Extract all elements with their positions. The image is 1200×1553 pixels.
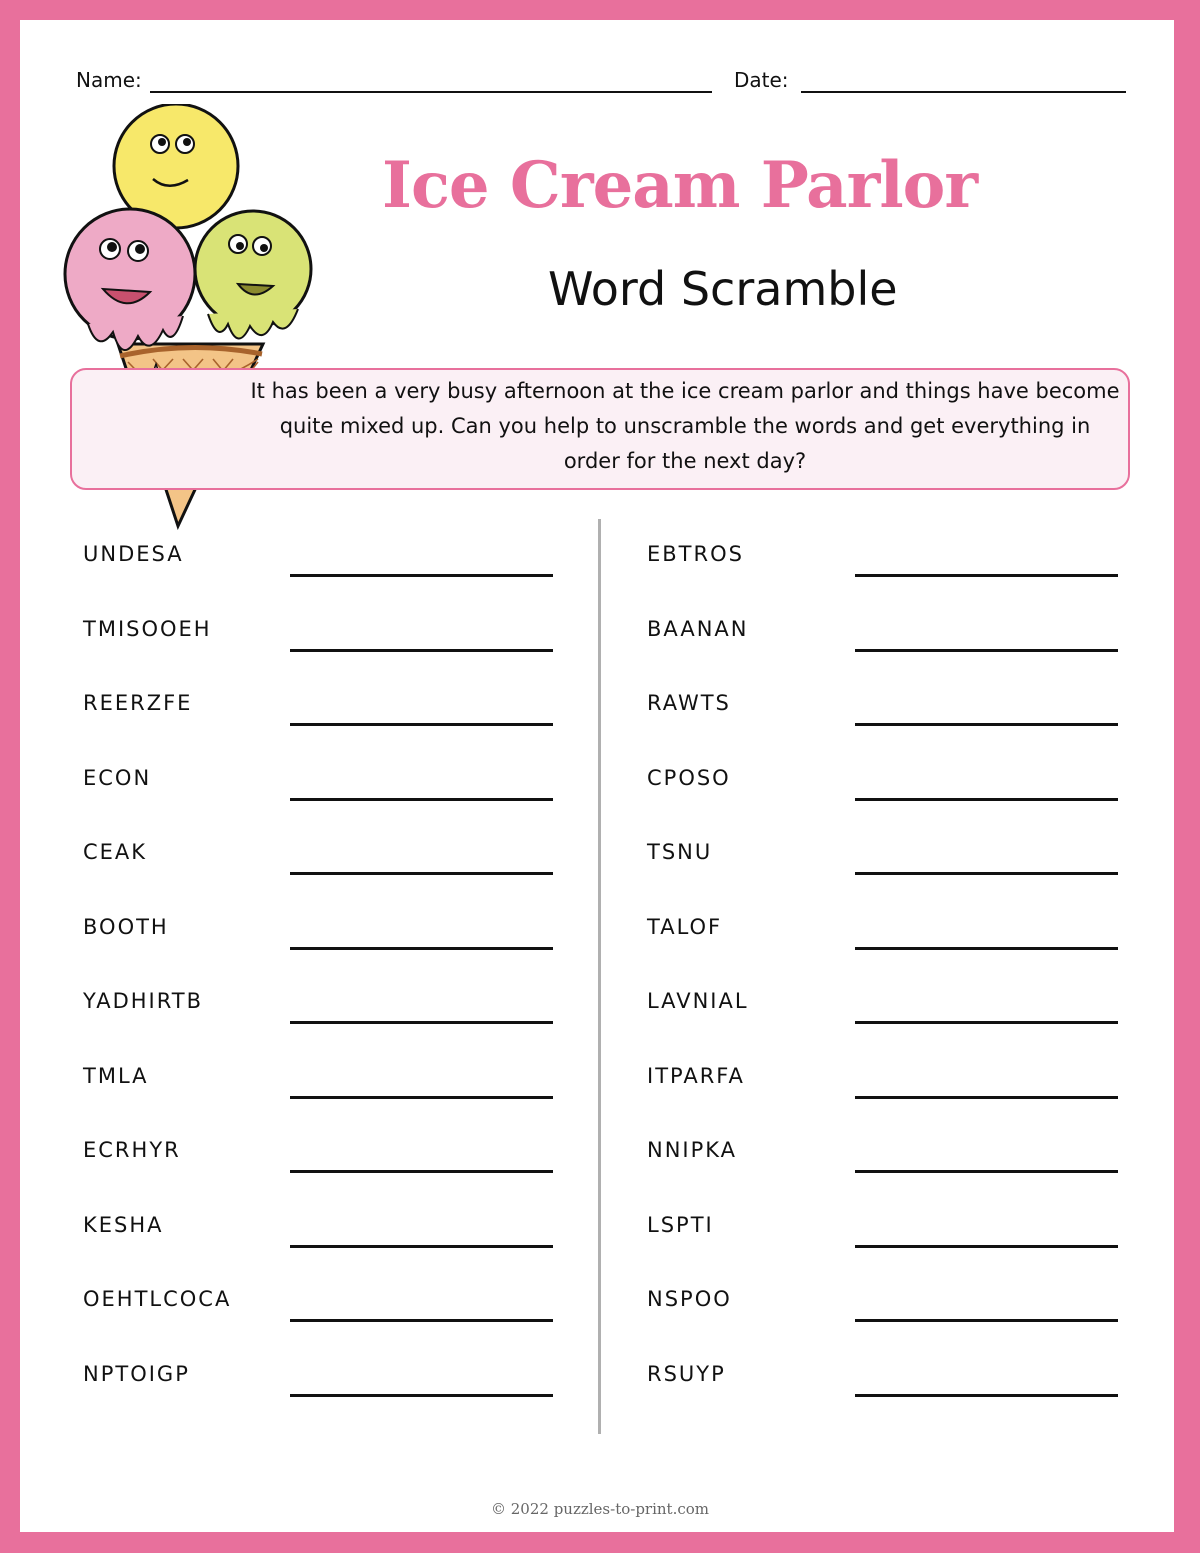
word-row [647, 542, 1118, 592]
answer-line[interactable] [290, 1319, 553, 1322]
scrambled-word: OEHTLCOCA [83, 1287, 232, 1311]
answer-line[interactable] [855, 1245, 1118, 1248]
word-row [647, 766, 1118, 816]
scrambled-word: KESHA [83, 1213, 164, 1237]
name-field[interactable] [150, 91, 712, 93]
date-field[interactable] [801, 91, 1126, 93]
scrambled-word: REERZFE [83, 691, 193, 715]
word-row [83, 542, 553, 592]
scrambled-word: TSNU [647, 840, 713, 864]
answer-line[interactable] [290, 872, 553, 875]
answer-line[interactable] [855, 798, 1118, 801]
scrambled-word: TALOF [647, 915, 723, 939]
scrambled-word: ECRHYR [83, 1138, 181, 1162]
page-subtitle: Word Scramble [548, 262, 898, 316]
scrambled-word: BAANAN [647, 617, 749, 641]
worksheet-page [20, 20, 1174, 1532]
name-label: Name: [76, 68, 142, 92]
word-row [647, 1362, 1118, 1412]
word-row [83, 1287, 553, 1337]
scrambled-word: NNIPKA [647, 1138, 738, 1162]
answer-line[interactable] [855, 723, 1118, 726]
scrambled-word: ECON [83, 766, 152, 790]
column-divider [598, 519, 601, 1434]
word-row [647, 915, 1118, 965]
answer-line[interactable] [855, 947, 1118, 950]
answer-line[interactable] [290, 1394, 553, 1397]
word-row [83, 766, 553, 816]
answer-line[interactable] [855, 872, 1118, 875]
answer-line[interactable] [290, 1021, 553, 1024]
answer-line[interactable] [855, 1170, 1118, 1173]
word-row [83, 617, 553, 667]
word-row [647, 840, 1118, 890]
page-title: Ice Cream Parlor [382, 148, 978, 223]
scrambled-word: TMISOOEH [83, 617, 212, 641]
answer-line[interactable] [290, 1245, 553, 1248]
scrambled-word: BOOTH [83, 915, 169, 939]
answer-line[interactable] [855, 574, 1118, 577]
word-row [647, 1064, 1118, 1114]
scrambled-word: UNDESA [83, 542, 184, 566]
copyright-footer: © 2022 puzzles-to-print.com [490, 1500, 710, 1518]
scrambled-word: YADHIRTB [83, 989, 204, 1013]
word-row [647, 1287, 1118, 1337]
scrambled-word: RSUYP [647, 1362, 726, 1386]
word-row [83, 691, 553, 741]
answer-line[interactable] [855, 1394, 1118, 1397]
word-row [83, 915, 553, 965]
word-row [647, 691, 1118, 741]
scrambled-word: NPTOIGP [83, 1362, 190, 1386]
answer-line[interactable] [855, 1319, 1118, 1322]
answer-line[interactable] [855, 1096, 1118, 1099]
word-row [83, 989, 553, 1039]
answer-line[interactable] [290, 574, 553, 577]
word-row [647, 989, 1118, 1039]
answer-line[interactable] [290, 798, 553, 801]
answer-line[interactable] [290, 947, 553, 950]
word-row [83, 1138, 553, 1188]
scrambled-word: TMLA [83, 1064, 149, 1088]
answer-line[interactable] [855, 1021, 1118, 1024]
word-row [647, 1138, 1118, 1188]
answer-line[interactable] [290, 723, 553, 726]
date-label: Date: [734, 68, 789, 92]
scrambled-word: NSPOO [647, 1287, 732, 1311]
word-row [83, 1213, 553, 1263]
scrambled-word: RAWTS [647, 691, 731, 715]
answer-line[interactable] [855, 649, 1118, 652]
word-row [83, 1362, 553, 1412]
scrambled-word: LSPTI [647, 1213, 714, 1237]
answer-line[interactable] [290, 1096, 553, 1099]
scrambled-word: EBTROS [647, 542, 744, 566]
word-row [647, 617, 1118, 667]
scrambled-word: CPOSO [647, 766, 731, 790]
scrambled-word: ITPARFA [647, 1064, 745, 1088]
word-row [647, 1213, 1118, 1263]
word-row [83, 1064, 553, 1114]
scrambled-word: CEAK [83, 840, 148, 864]
instructions-text: It has been a very busy afternoon at the ice cream parlor and things have become quite mixed up. Can you help to unscramble the words and get everything in order for the next day? [250, 379, 1120, 473]
word-row [83, 840, 553, 890]
scrambled-word: LAVNIAL [647, 989, 749, 1013]
answer-line[interactable] [290, 1170, 553, 1173]
answer-line[interactable] [290, 649, 553, 652]
